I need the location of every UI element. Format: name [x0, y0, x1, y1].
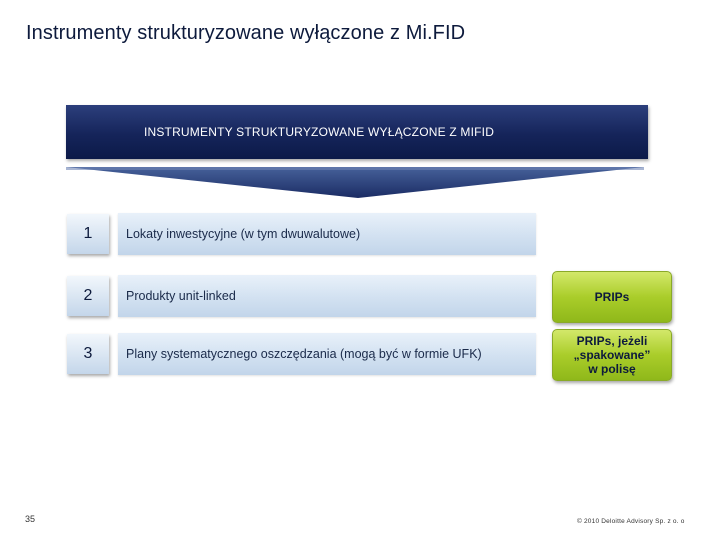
prips-badge-label: PRIPs — [594, 290, 630, 304]
header-banner — [66, 105, 648, 159]
prips-packaged-line-3: w polisę — [588, 362, 636, 376]
page-title: Instrumenty strukturyzowane wyłączone z Mi.FID — [26, 22, 466, 44]
page-number: 35 — [25, 514, 36, 524]
prips-packaged-line-2: „spakowane” — [573, 348, 651, 362]
prips-packaged-badge — [552, 329, 672, 381]
item-number-2: 2 — [67, 276, 109, 316]
item-row-1: Lokaty inwestycyjne (w tym dwuwalutowe) — [118, 213, 536, 255]
item-number-1: 1 — [67, 214, 109, 254]
prips-packaged-line-1: PRIPs, jeżeli — [576, 334, 648, 348]
item-row-2: Produkty unit-linked — [118, 275, 536, 317]
prips-badge — [552, 271, 672, 323]
item-row-3: Plany systematycznego oszczędzania (mogą być w formie UFK) — [118, 333, 536, 375]
header-banner-label: INSTRUMENTY STRUKTURYZOWANE WYŁĄCZONE Z MIFID — [143, 125, 495, 139]
item-number-3: 3 — [67, 334, 109, 374]
funnel-arrow — [66, 161, 644, 199]
copyright-notice: © 2010 Deloitte Advisory Sp. z o. o — [577, 518, 685, 525]
